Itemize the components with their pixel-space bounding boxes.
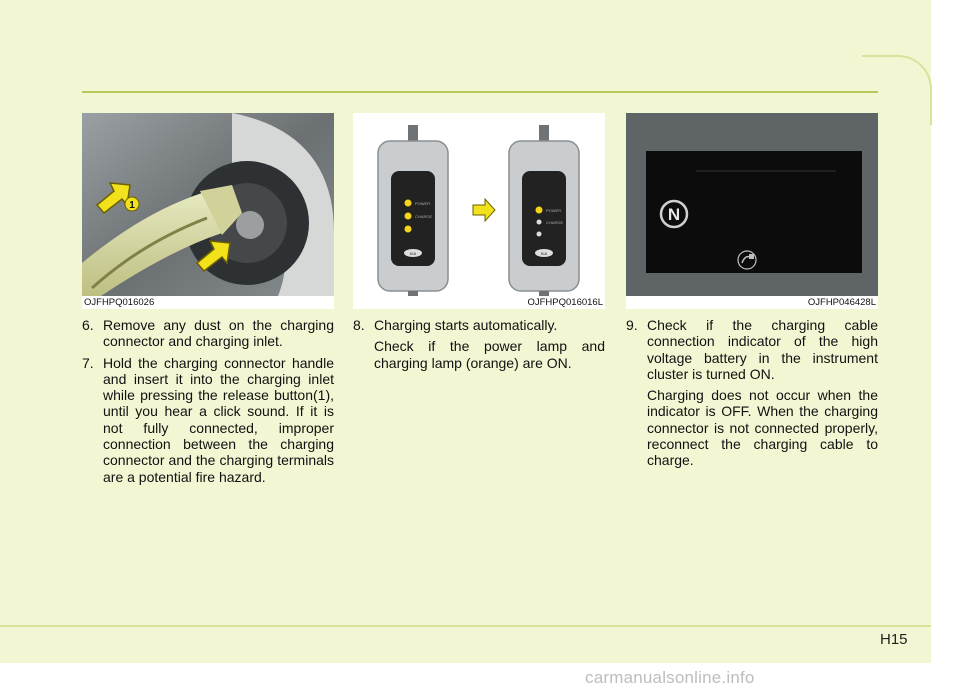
site-watermark: carmanualsonline.info [585, 668, 755, 687]
page-number: H15 [880, 631, 908, 648]
step-7 [82, 355, 334, 485]
text-column-1 [82, 317, 334, 490]
step-text: Charging starts automatically. [374, 317, 558, 333]
charge-lamp-label: CHARGE [546, 220, 564, 225]
step-text: Hold the charging connector handle and insert it into the charging inlet while pressing the release button(1), until you hear a click sound. If it is not fully connected, improper connection between the charging connector and the charging terminals are a potential fire hazard. [103, 354, 334, 485]
step-number: 6. [82, 317, 94, 333]
charge-lamp-label: CHARGE [415, 214, 433, 219]
charging-connector-illustration [82, 113, 334, 309]
figure-code: OJFHPQ016016L [353, 296, 605, 309]
text-column-2 [353, 317, 605, 373]
step-number: 8. [353, 317, 365, 333]
step-text: Check if the charging cable connection indicator of the high voltage battery in the instrument cluster is turned ON. [647, 317, 878, 382]
control-box-after [509, 125, 579, 305]
step-9-detail: Charging does not occur when the indicator is OFF. When the charging connector is not connected properly, reconnect the charging cable to charge. [647, 387, 878, 469]
figure-charging-lamps [353, 113, 605, 309]
figure-code: OJFHP046428L [626, 296, 878, 309]
charger-control-box-illustration [353, 113, 605, 309]
brand-logo: KIA [540, 251, 548, 256]
footer-rule [0, 625, 931, 627]
instrument-cluster-illustration [626, 113, 878, 309]
step-6 [82, 317, 334, 350]
step-8 [353, 317, 605, 333]
text-column-3 [626, 317, 878, 471]
gear-label: N [667, 205, 681, 224]
power-lamp-label: POWER [415, 201, 431, 206]
control-box-before [378, 125, 448, 305]
step-number: 7. [82, 354, 94, 371]
power-lamp-label: POWER [546, 208, 562, 213]
step-text: Remove any dust on the charging connector and charging inlet. [103, 317, 334, 350]
step-number: 9. [626, 317, 638, 333]
figure-instrument-cluster [626, 113, 878, 309]
brand-logo: KIA [409, 251, 417, 256]
header-rule [82, 91, 878, 93]
callout-1-label: 1 [129, 200, 135, 211]
figure-charging-connector [82, 113, 334, 309]
step-8-detail: Check if the power lamp and charging lamp (orange) are ON. [374, 338, 605, 371]
figure-code: OJFHPQ016026 [82, 296, 334, 309]
step-9 [626, 317, 878, 382]
